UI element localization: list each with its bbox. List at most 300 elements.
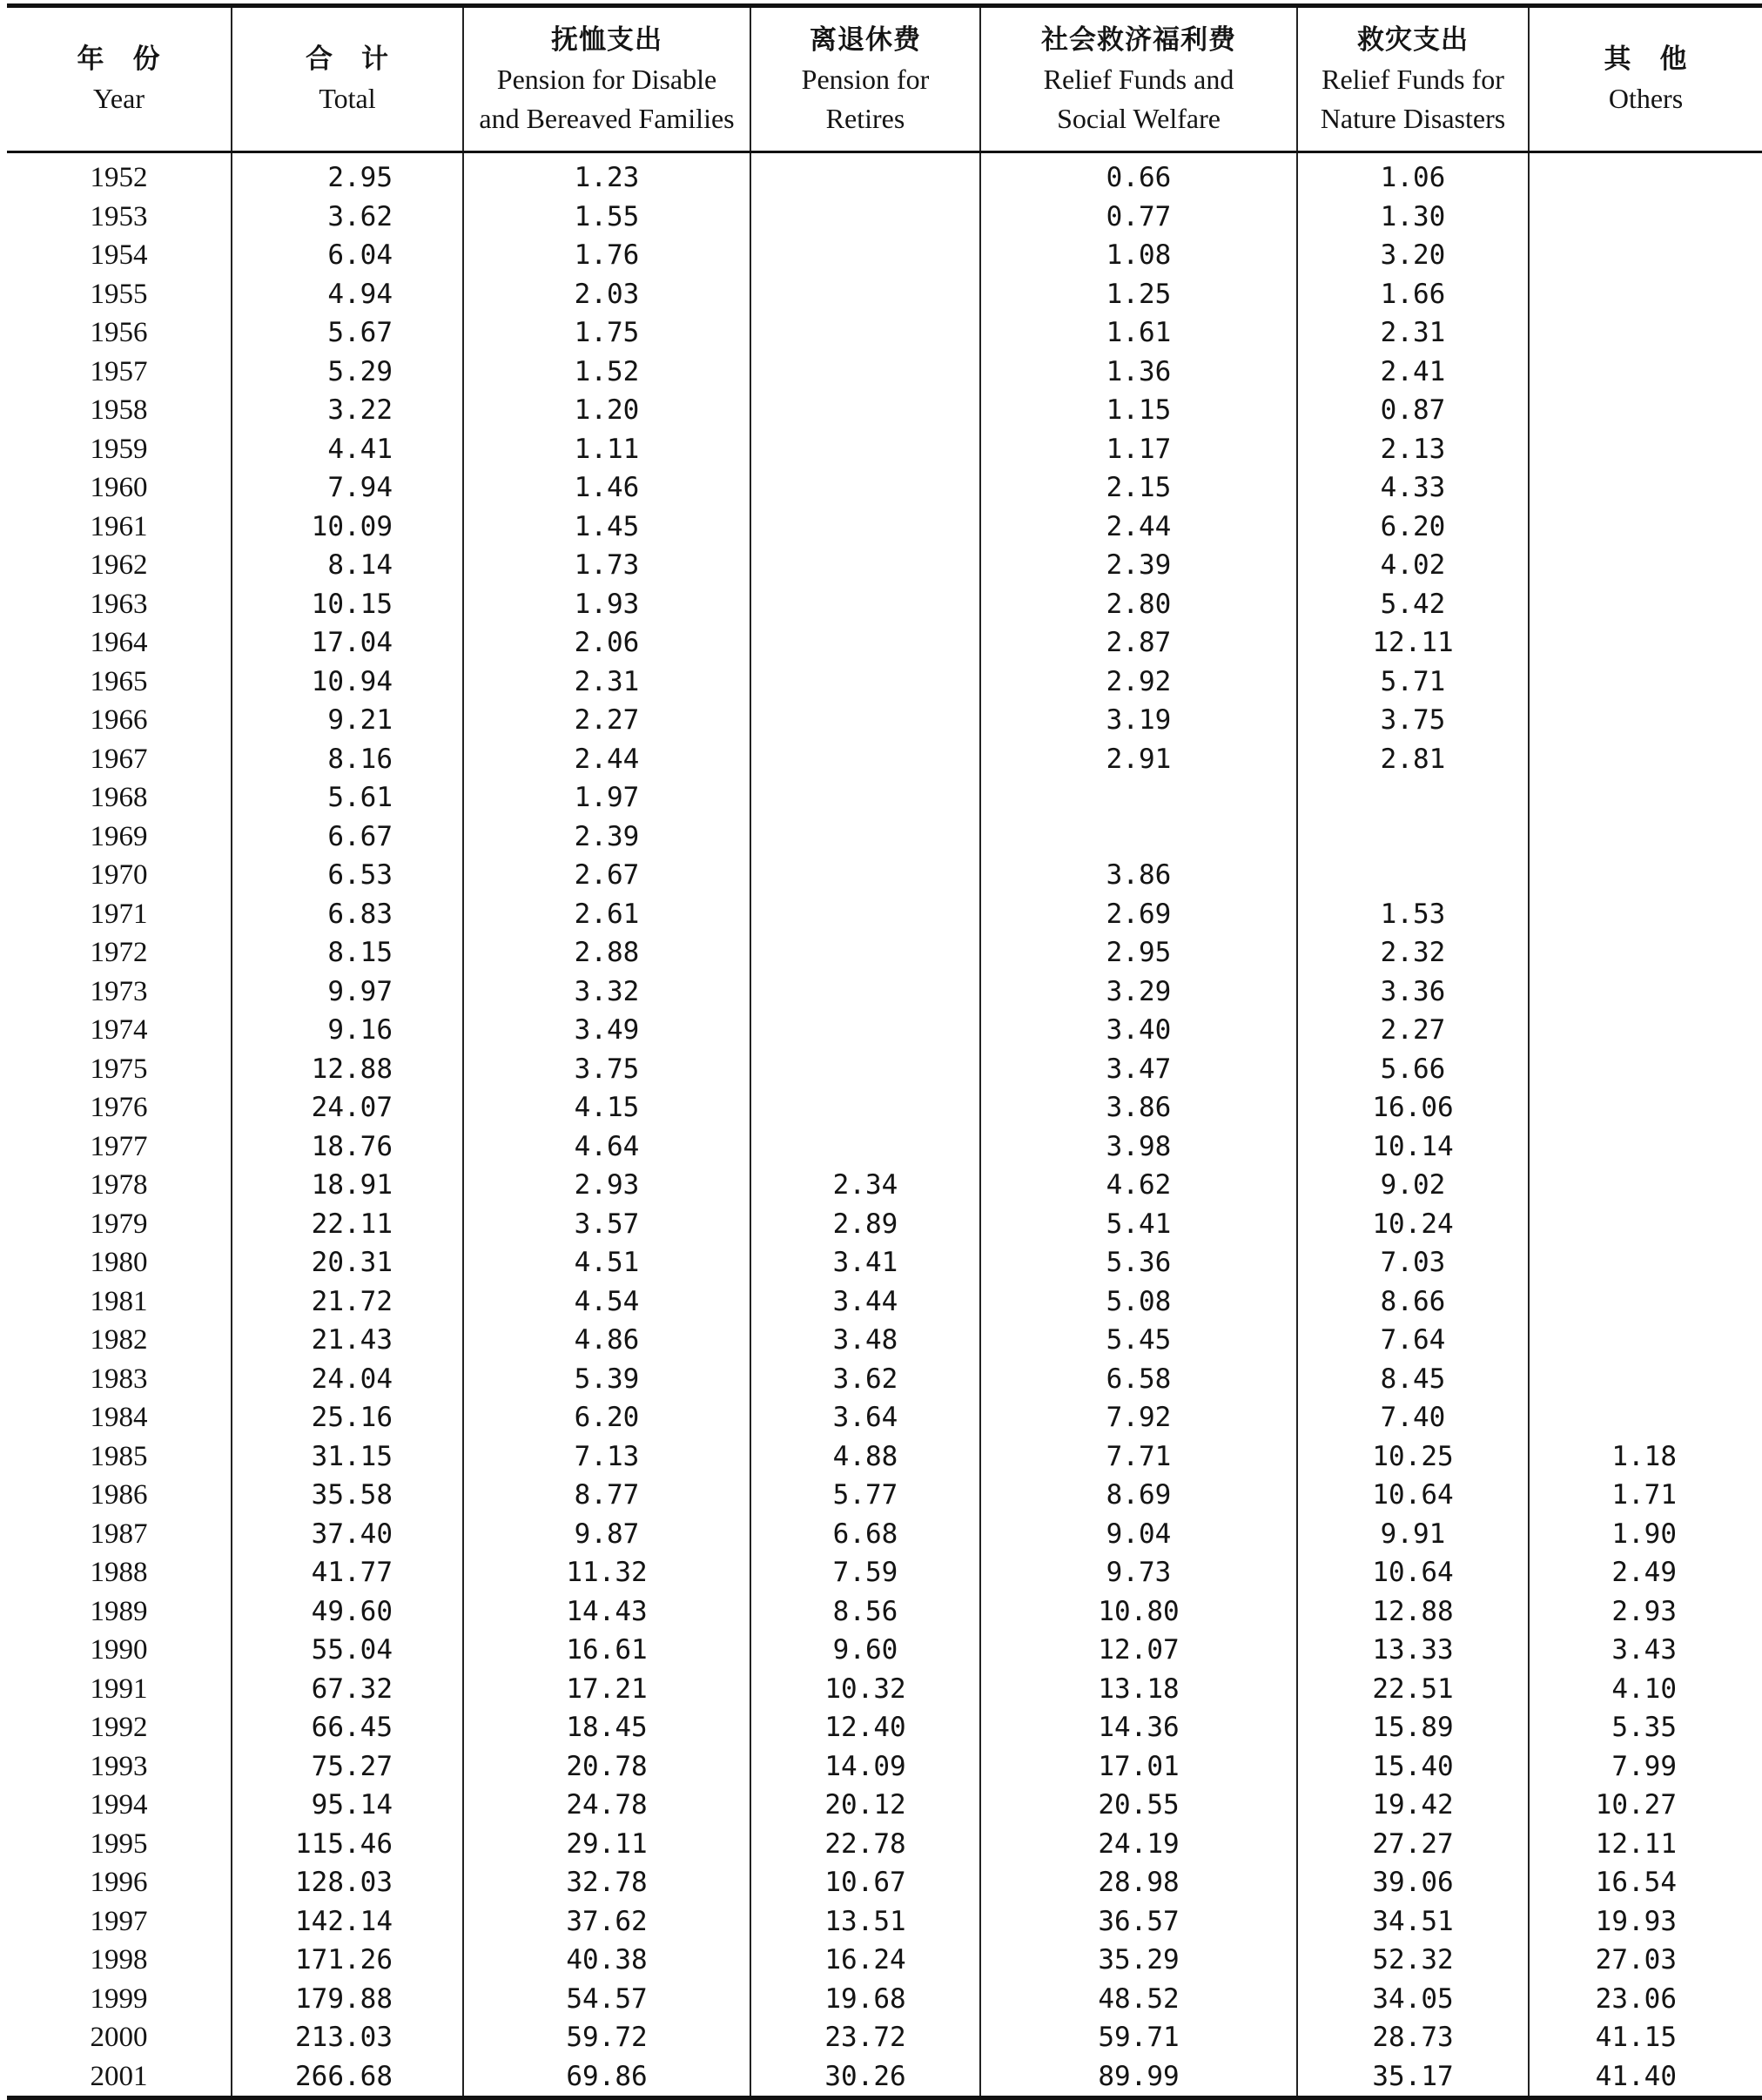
cell-relief-disasters: 4.02 [1297, 546, 1529, 585]
cell-relief-disasters: 1.53 [1297, 895, 1529, 934]
cell-total: 21.72 [232, 1282, 463, 1322]
cell-pension-disable: 2.39 [463, 818, 750, 857]
cell-year: 1965 [90, 665, 148, 697]
cell-relief-welfare: 13.18 [980, 1670, 1297, 1709]
cell-year: 1969 [90, 820, 148, 852]
cell-pension-retires [750, 1050, 980, 1089]
cell-relief-welfare: 3.86 [980, 856, 1297, 895]
cell-total: 9.21 [232, 701, 463, 740]
cell-year: 1983 [90, 1363, 148, 1395]
cell-relief-disasters: 34.05 [1297, 1980, 1529, 2019]
cell-pension-disable: 11.32 [463, 1553, 750, 1592]
cell-relief-disasters: 4.33 [1297, 468, 1529, 508]
cell-relief-disasters: 27.27 [1297, 1825, 1529, 1864]
cell-total: 5.67 [232, 313, 463, 353]
cell-others: 1.90 [1529, 1515, 1762, 1554]
table-row [7, 2018, 1762, 2057]
cell-year: 1959 [90, 433, 148, 465]
cell-year: 1957 [90, 355, 148, 387]
cell-pension-disable: 1.97 [463, 778, 750, 818]
table-row [7, 973, 1762, 1012]
cell-total: 3.62 [232, 198, 463, 237]
cell-total: 4.94 [232, 275, 463, 314]
cell-others [1529, 152, 1762, 198]
cell-pension-retires [750, 933, 980, 973]
cell-relief-disasters: 12.11 [1297, 623, 1529, 663]
cell-pension-retires: 2.34 [750, 1166, 980, 1205]
cell-pension-retires [750, 585, 980, 624]
cell-others [1529, 236, 1762, 275]
cell-relief-welfare: 1.36 [980, 353, 1297, 392]
cell-year: 1993 [90, 1750, 148, 1782]
cell-total: 6.83 [232, 895, 463, 934]
cell-total: 22.11 [232, 1205, 463, 1244]
cell-others [1529, 430, 1762, 469]
cell-total: 35.58 [232, 1476, 463, 1515]
cell-year: 1953 [90, 200, 148, 232]
cell-relief-welfare: 12.07 [980, 1631, 1297, 1670]
cell-year: 1952 [90, 162, 148, 194]
cell-year: 1999 [90, 1982, 148, 2015]
cell-year: 1988 [90, 1557, 148, 1589]
table-row [7, 1088, 1762, 1127]
cell-others [1529, 778, 1762, 818]
column-header-pension-disable [463, 6, 750, 152]
column-header-others [1529, 6, 1762, 152]
cell-others [1529, 198, 1762, 237]
cell-others [1529, 313, 1762, 353]
cell-relief-disasters: 1.30 [1297, 198, 1529, 237]
cell-total: 37.40 [232, 1515, 463, 1554]
column-header-relief-welfare [980, 6, 1297, 152]
cell-pension-disable: 2.67 [463, 856, 750, 895]
cell-pension-disable: 4.15 [463, 1088, 750, 1127]
cell-year: 1978 [90, 1169, 148, 1201]
cell-year: 1989 [90, 1595, 148, 1627]
cell-relief-welfare: 3.29 [980, 973, 1297, 1012]
cell-pension-disable: 1.75 [463, 313, 750, 353]
cell-total: 20.31 [232, 1243, 463, 1282]
cell-relief-disasters: 8.45 [1297, 1360, 1529, 1399]
cell-pension-retires: 4.88 [750, 1437, 980, 1477]
table-row [7, 701, 1762, 740]
cell-pension-retires [750, 236, 980, 275]
cell-total: 18.76 [232, 1127, 463, 1167]
cell-total: 5.29 [232, 353, 463, 392]
cell-year: 1963 [90, 588, 148, 620]
cell-pension-disable: 2.27 [463, 701, 750, 740]
cell-others [1529, 353, 1762, 392]
cell-relief-disasters: 16.06 [1297, 1088, 1529, 1127]
table-row [7, 2057, 1762, 2098]
cell-relief-disasters: 22.51 [1297, 1670, 1529, 1709]
cell-total: 67.32 [232, 1670, 463, 1709]
table-header [7, 6, 1762, 152]
cell-others: 12.11 [1529, 1825, 1762, 1864]
cell-relief-disasters: 5.71 [1297, 663, 1529, 702]
cell-relief-disasters: 3.20 [1297, 236, 1529, 275]
cell-pension-disable: 4.86 [463, 1321, 750, 1360]
cell-relief-welfare: 3.47 [980, 1050, 1297, 1089]
cell-relief-welfare: 2.92 [980, 663, 1297, 702]
cell-others [1529, 508, 1762, 547]
cell-total: 213.03 [232, 2018, 463, 2057]
cell-total: 6.53 [232, 856, 463, 895]
table-row [7, 1476, 1762, 1515]
cell-year: 1976 [90, 1092, 148, 1124]
cell-pension-retires [750, 973, 980, 1012]
cell-others [1529, 1127, 1762, 1167]
cell-pension-disable: 54.57 [463, 1980, 750, 2019]
cell-year: 1997 [90, 1905, 148, 1937]
table-row [7, 313, 1762, 353]
cell-pension-disable: 20.78 [463, 1747, 750, 1787]
column-header-zh: 年 份 [77, 44, 161, 75]
cell-year: 1960 [90, 472, 148, 504]
table-row [7, 1863, 1762, 1902]
cell-relief-welfare: 2.91 [980, 740, 1297, 779]
cell-others: 27.03 [1529, 1941, 1762, 1980]
table-row [7, 818, 1762, 857]
cell-total: 41.77 [232, 1553, 463, 1592]
column-header-zh: 离退休费 [810, 24, 921, 56]
cell-others [1529, 1205, 1762, 1244]
cell-relief-disasters: 2.27 [1297, 1011, 1529, 1050]
cell-pension-retires [750, 275, 980, 314]
table-row [7, 856, 1762, 895]
cell-year: 1961 [90, 510, 148, 542]
column-header-pension-retires [750, 6, 980, 152]
cell-relief-welfare: 0.77 [980, 198, 1297, 237]
cell-relief-welfare: 1.61 [980, 313, 1297, 353]
cell-relief-welfare: 17.01 [980, 1747, 1297, 1787]
cell-total: 142.14 [232, 1902, 463, 1942]
cell-relief-welfare: 2.39 [980, 546, 1297, 585]
cell-pension-disable: 18.45 [463, 1708, 750, 1747]
cell-year: 2001 [7, 2057, 232, 2098]
cell-others: 41.15 [1529, 2018, 1762, 2057]
cell-relief-disasters [1297, 856, 1529, 895]
table-row [7, 430, 1762, 469]
cell-year: 1962 [90, 549, 148, 582]
cell-relief-welfare: 14.36 [980, 1708, 1297, 1747]
column-header-relief-disasters [1297, 6, 1529, 152]
cell-relief-welfare: 1.08 [980, 236, 1297, 275]
cell-pension-disable: 40.38 [463, 1941, 750, 1980]
cell-others: 1.71 [1529, 1476, 1762, 1515]
cell-year: 1982 [90, 1324, 148, 1356]
cell-pension-disable: 17.21 [463, 1670, 750, 1709]
cell-relief-disasters: 15.40 [1297, 1747, 1529, 1787]
column-header-en: Total [319, 83, 376, 114]
cell-relief-disasters: 2.13 [1297, 430, 1529, 469]
table-row [7, 1321, 1762, 1360]
cell-total: 6.67 [232, 818, 463, 857]
cell-total: 31.15 [232, 1437, 463, 1477]
cell-relief-welfare: 2.95 [980, 933, 1297, 973]
table-row [7, 546, 1762, 585]
cell-relief-disasters: 2.31 [1297, 313, 1529, 353]
table-row [7, 198, 1762, 237]
cell-year: 1991 [90, 1673, 148, 1705]
cell-pension-disable: 2.88 [463, 933, 750, 973]
cell-pension-disable: 2.06 [463, 623, 750, 663]
table-row [7, 1050, 1762, 1089]
cell-year: 1984 [90, 1402, 148, 1434]
cell-pension-disable: 7.13 [463, 1437, 750, 1477]
cell-others [1529, 1011, 1762, 1050]
cell-pension-retires [750, 391, 980, 430]
cell-pension-disable: 3.75 [463, 1050, 750, 1089]
cell-pension-disable: 2.03 [463, 275, 750, 314]
cell-pension-retires [750, 546, 980, 585]
cell-pension-retires: 2.89 [750, 1205, 980, 1244]
column-header-en: Nature Disasters [1320, 102, 1506, 134]
cell-relief-welfare: 5.08 [980, 1282, 1297, 1322]
cell-others [1529, 1282, 1762, 1322]
table-row [7, 1437, 1762, 1477]
cell-total: 10.15 [232, 585, 463, 624]
cell-others [1529, 933, 1762, 973]
cell-pension-retires: 20.12 [750, 1786, 980, 1825]
cell-pension-retires: 6.68 [750, 1515, 980, 1554]
cell-others: 2.49 [1529, 1553, 1762, 1592]
cell-others: 16.54 [1529, 1863, 1762, 1902]
column-header-zh: 合 计 [306, 44, 389, 75]
cell-year: 1998 [90, 1944, 148, 1976]
column-header-year [7, 6, 232, 152]
cell-pension-retires: 10.32 [750, 1670, 980, 1709]
cell-pension-retires [750, 152, 980, 198]
cell-relief-disasters: 10.25 [1297, 1437, 1529, 1477]
table-row [7, 1243, 1762, 1282]
cell-relief-welfare: 1.15 [980, 391, 1297, 430]
table-row [7, 1825, 1762, 1864]
cell-others [1529, 818, 1762, 857]
cell-relief-disasters: 7.64 [1297, 1321, 1529, 1360]
column-header-en: Relief Funds for [1322, 63, 1504, 95]
cell-relief-welfare: 3.40 [980, 1011, 1297, 1050]
cell-pension-disable: 3.49 [463, 1011, 750, 1050]
cell-relief-disasters: 2.41 [1297, 353, 1529, 392]
cell-total: 9.16 [232, 1011, 463, 1050]
cell-year: 1992 [90, 1712, 148, 1744]
table-row [7, 1708, 1762, 1747]
table-row [7, 1902, 1762, 1942]
cell-year: 1956 [90, 317, 148, 349]
cell-pension-disable: 59.72 [463, 2018, 750, 2057]
cell-pension-disable: 1.45 [463, 508, 750, 547]
cell-year: 1954 [90, 239, 148, 272]
table-row [7, 1980, 1762, 2019]
cell-total: 8.15 [232, 933, 463, 973]
column-header-en: Social Welfare [1057, 102, 1221, 134]
cell-relief-welfare: 20.55 [980, 1786, 1297, 1825]
cell-pension-retires: 5.77 [750, 1476, 980, 1515]
table-row [7, 778, 1762, 818]
cell-year: 1964 [90, 627, 148, 659]
cell-pension-retires: 9.60 [750, 1631, 980, 1670]
table-row [7, 1166, 1762, 1205]
cell-pension-disable: 6.20 [463, 1398, 750, 1437]
cell-others [1529, 701, 1762, 740]
cell-year: 1975 [90, 1053, 148, 1085]
cell-pension-retires [750, 895, 980, 934]
cell-others: 3.43 [1529, 1631, 1762, 1670]
cell-relief-welfare: 35.29 [980, 1941, 1297, 1980]
table-row [7, 1747, 1762, 1787]
cell-total: 5.61 [232, 778, 463, 818]
cell-pension-retires [750, 740, 980, 779]
cell-relief-disasters: 5.42 [1297, 585, 1529, 624]
cell-pension-retires: 16.24 [750, 1941, 980, 1980]
cell-relief-disasters: 5.66 [1297, 1050, 1529, 1089]
cell-pension-disable: 16.61 [463, 1631, 750, 1670]
cell-relief-disasters: 15.89 [1297, 1708, 1529, 1747]
cell-others: 5.35 [1529, 1708, 1762, 1747]
cell-total: 9.97 [232, 973, 463, 1012]
cell-total: 21.43 [232, 1321, 463, 1360]
cell-others [1529, 1088, 1762, 1127]
cell-others: 2.93 [1529, 1592, 1762, 1632]
cell-pension-retires: 7.59 [750, 1553, 980, 1592]
cell-others [1529, 895, 1762, 934]
cell-total: 8.14 [232, 546, 463, 585]
column-header-zh: 救灾支出 [1357, 24, 1469, 56]
cell-others [1529, 468, 1762, 508]
cell-total: 66.45 [232, 1708, 463, 1747]
cell-pension-retires: 12.40 [750, 1708, 980, 1747]
cell-relief-welfare: 2.44 [980, 508, 1297, 547]
cell-pension-retires [750, 778, 980, 818]
cell-relief-welfare: 24.19 [980, 1825, 1297, 1864]
cell-relief-disasters: 34.51 [1297, 1902, 1529, 1942]
cell-pension-retires: 3.41 [750, 1243, 980, 1282]
cell-pension-retires: 23.72 [750, 2018, 980, 2057]
cell-relief-disasters: 52.32 [1297, 1941, 1529, 1980]
cell-year: 1972 [90, 937, 148, 969]
cell-relief-welfare: 2.87 [980, 623, 1297, 663]
cell-total: 55.04 [232, 1631, 463, 1670]
table-row [7, 468, 1762, 508]
cell-pension-retires: 3.62 [750, 1360, 980, 1399]
table-row [7, 1282, 1762, 1322]
cell-relief-disasters: 6.20 [1297, 508, 1529, 547]
cell-pension-disable: 2.93 [463, 1166, 750, 1205]
table-row [7, 275, 1762, 314]
cell-pension-disable: 8.77 [463, 1476, 750, 1515]
cell-others [1529, 663, 1762, 702]
cell-relief-disasters: 1.06 [1297, 152, 1529, 198]
cell-pension-disable: 4.51 [463, 1243, 750, 1282]
cell-relief-disasters: 1.66 [1297, 275, 1529, 314]
cell-relief-disasters: 10.14 [1297, 1127, 1529, 1167]
cell-pension-disable: 3.57 [463, 1205, 750, 1244]
cell-others: 41.40 [1529, 2057, 1762, 2098]
cell-relief-welfare: 7.71 [980, 1437, 1297, 1477]
cell-relief-disasters [1297, 818, 1529, 857]
cell-relief-disasters: 8.66 [1297, 1282, 1529, 1322]
cell-pension-retires [750, 508, 980, 547]
cell-relief-disasters: 2.81 [1297, 740, 1529, 779]
cell-year: 1958 [90, 394, 148, 427]
cell-others [1529, 546, 1762, 585]
cell-pension-retires: 13.51 [750, 1902, 980, 1942]
cell-relief-welfare: 48.52 [980, 1980, 1297, 2019]
cell-relief-welfare: 7.92 [980, 1398, 1297, 1437]
table-row [7, 585, 1762, 624]
column-header-zh: 社会救济福利费 [1041, 24, 1236, 56]
cell-others: 1.18 [1529, 1437, 1762, 1477]
cell-pension-disable: 1.55 [463, 198, 750, 237]
column-header-en: and Bereaved Families [479, 102, 735, 134]
cell-others [1529, 391, 1762, 430]
cell-year: 2000 [90, 2022, 148, 2054]
cell-total: 2.95 [232, 152, 463, 198]
column-header-total [232, 6, 463, 152]
cell-pension-disable: 1.76 [463, 236, 750, 275]
cell-total: 95.14 [232, 1786, 463, 1825]
cell-pension-disable: 3.32 [463, 973, 750, 1012]
cell-relief-disasters: 13.33 [1297, 1631, 1529, 1670]
cell-relief-disasters: 39.06 [1297, 1863, 1529, 1902]
cell-total: 25.16 [232, 1398, 463, 1437]
cell-pension-retires: 8.56 [750, 1592, 980, 1632]
cell-relief-disasters: 9.91 [1297, 1515, 1529, 1554]
table-row [7, 1631, 1762, 1670]
cell-total: 10.09 [232, 508, 463, 547]
cell-pension-disable: 4.64 [463, 1127, 750, 1167]
cell-relief-welfare: 10.80 [980, 1592, 1297, 1632]
cell-year: 1973 [90, 975, 148, 1007]
table-row [7, 236, 1762, 275]
table-row [7, 1360, 1762, 1399]
cell-relief-welfare: 89.99 [980, 2057, 1297, 2098]
cell-relief-welfare: 1.17 [980, 430, 1297, 469]
cell-relief-disasters: 19.42 [1297, 1786, 1529, 1825]
cell-pension-disable: 24.78 [463, 1786, 750, 1825]
cell-relief-welfare: 1.25 [980, 275, 1297, 314]
cell-total: 75.27 [232, 1747, 463, 1787]
cell-pension-retires: 3.48 [750, 1321, 980, 1360]
column-header-en: Retires [825, 102, 905, 134]
cell-others [1529, 856, 1762, 895]
cell-relief-welfare: 8.69 [980, 1476, 1297, 1515]
cell-pension-disable: 1.73 [463, 546, 750, 585]
cell-relief-welfare: 5.45 [980, 1321, 1297, 1360]
table-row [7, 152, 1762, 198]
cell-relief-welfare: 28.98 [980, 1863, 1297, 1902]
cell-year: 1990 [90, 1634, 148, 1666]
table-row [7, 353, 1762, 392]
cell-year: 1974 [90, 1014, 148, 1047]
cell-total: 128.03 [232, 1863, 463, 1902]
cell-relief-welfare: 2.15 [980, 468, 1297, 508]
table-row [7, 895, 1762, 934]
cell-year: 1995 [90, 1827, 148, 1860]
cell-others: 10.27 [1529, 1786, 1762, 1825]
table-body [7, 152, 1762, 2098]
column-header-en: Pension for Disable [496, 63, 717, 95]
cell-pension-disable: 1.11 [463, 430, 750, 469]
cell-pension-disable: 69.86 [463, 2057, 750, 2098]
table-row [7, 391, 1762, 430]
cell-others [1529, 1360, 1762, 1399]
cell-pension-disable: 1.46 [463, 468, 750, 508]
cell-pension-retires [750, 1088, 980, 1127]
cell-total: 3.22 [232, 391, 463, 430]
cell-year: 1970 [90, 859, 148, 892]
